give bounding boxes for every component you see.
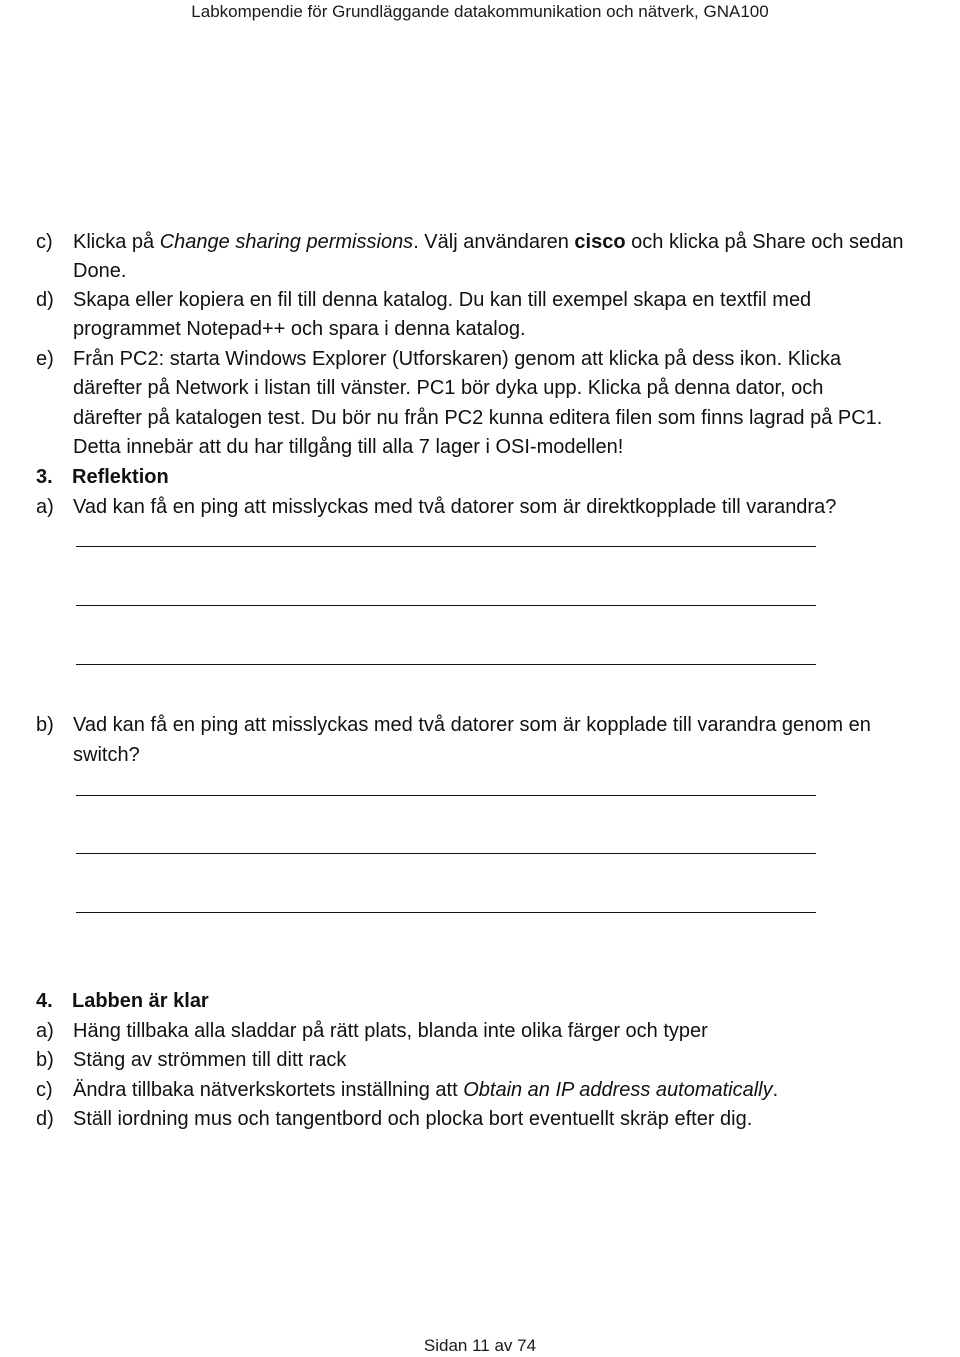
list-item [73,1076,778,1105]
item-c-italic: Obtain an IP address automatically [463,1079,773,1101]
page-number: Sidan 11 av 74 [423,1336,537,1355]
step-c-bold: cisco [574,231,626,253]
section-4-heading [36,987,209,1016]
item-c-period: . [772,1079,779,1101]
answer-line-b3[interactable] [76,912,816,913]
question-a-text: Vad kan få en ping att misslyckas med två datorer som är direktkopplade till varandra? [73,496,837,518]
list-marker: d) [36,289,54,311]
step-e-line-1: Från PC2: starta Windows Explorer (Utforskaren) genom att klicka på dess ikon. Klicka [73,348,842,370]
step-c-line-1 [73,228,904,257]
answer-line-a1[interactable] [76,546,816,547]
answer-line-b2[interactable] [76,853,816,854]
list-marker: d) [36,1108,54,1130]
list-item: Stäng av strömmen till ditt rack [73,1049,347,1071]
step-c-text-2: . Välj användaren [413,231,575,253]
list-marker: e) [36,348,54,370]
answer-line-b1[interactable] [76,795,816,796]
list-item: Ställ iordning mus och tangentbord och plocka bort eventuellt skräp efter dig. [73,1108,753,1130]
step-c-text-1: Klicka på [73,231,160,253]
section-3-heading [36,463,169,492]
list-item: Häng tillbaka alla sladdar på rätt plats, blanda inte olika färger och typer [73,1020,708,1042]
step-d-line-1: Skapa eller kopiera en fil till denna katalog. Du kan till exempel skapa en textfil med [73,289,812,311]
step-e-line-3: därefter på katalogen test. Du bör nu från PC2 kunna editera filen som finns lagrad på PC1. [73,407,883,429]
question-b-line-2: switch? [73,744,140,766]
step-e-line-2: därefter på Network i listan till vänster. PC1 bör dyka upp. Klicka på denna dator, och [73,377,824,399]
step-e-line-4: Detta innebär att du har tillgång till alla 7 lager i OSI-modellen! [73,436,624,458]
question-b-line-1: Vad kan få en ping att misslyckas med två datorer som är kopplade till varandra genom en [73,714,871,736]
item-c-text: Ändra tillbaka nätverkskortets inställning att [73,1079,464,1101]
list-marker: b) [36,1049,54,1071]
list-marker: a) [36,1020,54,1042]
answer-line-a2[interactable] [76,605,816,606]
section-3-number: 3. [36,466,53,488]
list-marker: c) [36,1079,53,1101]
section-3-title: Reflektion [72,466,169,488]
section-4-title: Labben är klar [72,990,209,1012]
step-d-line-2: programmet Notepad++ och spara i denna katalog. [73,318,526,340]
list-marker: c) [36,231,53,253]
step-c-text-3: och klicka på Share och sedan [625,231,904,253]
step-c-italic: Change sharing permissions [159,231,414,253]
list-marker: b) [36,714,54,736]
section-4-number: 4. [36,990,53,1012]
page-header: Labkompendie för Grundläggande datakommunikation och nätverk, GNA100 [191,2,769,21]
list-marker: a) [36,496,54,518]
step-c-line-2: Done. [73,260,127,282]
answer-line-a3[interactable] [76,664,816,665]
